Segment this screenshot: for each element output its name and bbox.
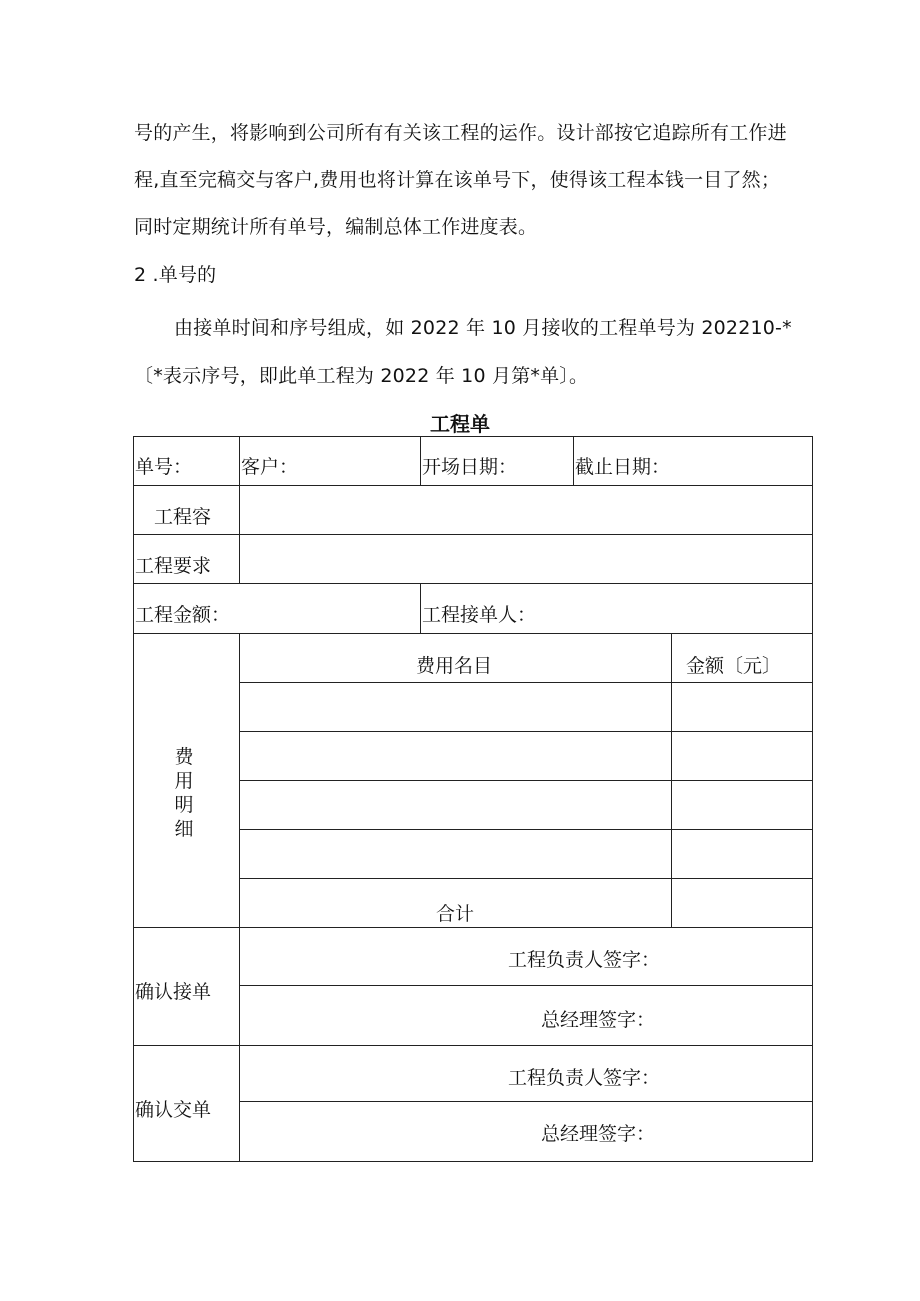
table-border [239,436,240,486]
gm-signature-label: 总经理签字： [541,1009,656,1031]
table-border [133,436,813,437]
table-border [133,534,813,535]
requirements-label: 工程要求 [135,555,212,577]
table-border [133,485,813,486]
table-border [239,633,240,1162]
table-border [420,436,421,486]
paragraph-line: 号的产生，将影响到公司所有有关该工程的运作。设计部按它追踪所有工作进 [134,122,787,144]
table-border [133,1161,813,1162]
form-title: 工程单 [430,412,490,436]
accept-label: 确认接单 [135,981,212,1003]
order-no-label: 单号： [135,456,193,478]
section-heading: 2 .单号的 [134,264,217,286]
table-border [573,436,574,486]
table-border [133,436,134,1162]
table-border [239,985,813,986]
receiver-label: 工程接单人： [422,604,537,626]
client-label: 客户： [241,456,299,478]
amount-label: 工程金额： [135,604,231,626]
table-border [133,1045,813,1046]
pm-signature-label: 工程负责人签字： [508,949,661,971]
gm-signature-label: 总经理签字： [541,1123,656,1145]
table-border [133,927,813,928]
table-border [239,682,813,683]
total-label: 合计 [436,903,475,925]
table-border [239,780,813,781]
table-border [671,633,672,928]
table-border [239,1101,813,1102]
table-border [420,583,421,634]
paragraph-line: 同时定期统计所有单号，编制总体工作进度表。 [134,216,538,238]
paragraph-line: 〔*表示序号，即此单工程为 2022 年 10 月第*单〕。 [134,365,589,387]
table-border [239,485,240,584]
paragraph-line: 由接单时间和序号组成，如 2022 年 10 月接收的工程单号为 202210-* [174,317,792,339]
content-label: 工程容 [154,506,212,528]
deadline-label: 截止日期： [575,456,671,478]
pm-signature-label: 工程负责人签字： [508,1067,661,1089]
start-date-label: 开场日期： [422,456,518,478]
expense-item-header: 费用名目 [416,655,493,677]
table-border [133,583,813,584]
expense-section-label: 费用明细 [174,746,194,840]
table-border [239,731,813,732]
table-border [812,436,813,1162]
paragraph-line: 程,直至完稿交与客户,费用也将计算在该单号下，使得该工程本钱一目了然； [134,169,781,191]
table-border [133,633,813,634]
delivery-label: 确认交单 [135,1099,212,1121]
table-border [239,829,813,830]
expense-amount-header: 金额〔元〕 [686,655,782,677]
table-border [239,878,813,879]
